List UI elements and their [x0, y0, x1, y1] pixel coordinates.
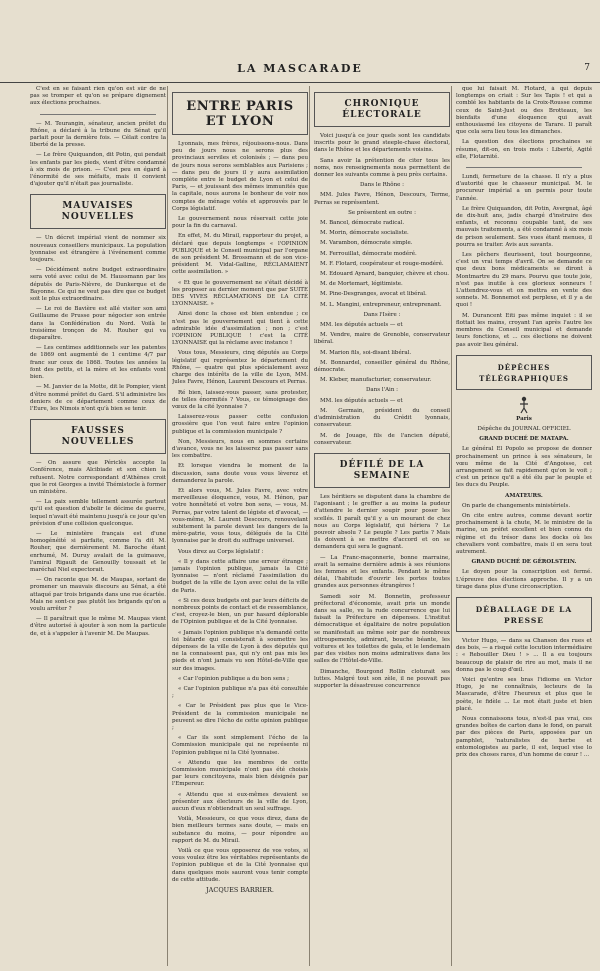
paragraph: « Il y dans cette affaire une erreur étrange ; jamais l'opinion publique, jamais la Cité lyonnaise — n'ont réclamé l'assimilation du budget de la ville de Lyon avec celui de la ville de Paris. — [172, 558, 308, 594]
paragraph: — Le roi de Bavière est allé visiter son ami Guillaume de Prusse pour négocier son entrée dans la Confédération du Nord. Voilà le troisième tronçon de M. Rouher qui va disparaître. — [30, 306, 166, 342]
page-number: 7 — [584, 63, 590, 73]
paragraph: Non, Messieurs, nous en sommes certains d'avance, vous ne les laisserez pas passer sans les combattre. — [172, 438, 308, 460]
paragraph: Vous tous, Messieurs, cinq députés au Corps législatif qui représentez le département du Rhône, — quatre qui plus spécialement avez charge des intérêts de la ville de Lyon, MM. Jules Favre, Hénon, Laurent Descours et Perras. — [172, 350, 308, 386]
paragraph: La question des élections prochaines se résume, dit-on, en trois mots : Liberté, Agité elle, Flotarnité. — [456, 139, 592, 160]
region-label: Dans le Rhône : — [360, 182, 404, 189]
paragraph: En effet, M. du Mirail, rapporteur du projet, a déclaré que depuis longtemps « l'OPINION PUBLIQUE et le Conseil municipal par l'organe de son président M. Brossmann et de son vice-président M. Vidal-Galline, RÉCLAMAIENT cette assimilation. » — [172, 233, 308, 276]
list-item: M. L. Mangini, entrepreneur, entreprenant. — [320, 301, 442, 308]
paragraph: Voici jusqu'à ce jour quels sont les candidats inscrits pour le grand steeple-chase électoral, dans le Rhône et les départements voisins. — [314, 133, 450, 154]
dateline: Paris — [516, 415, 532, 422]
paragraph: — On raconte que M. de Maupas, sortant de promener un mauvais discours au Sénat, a été attaqué par trois brigands dans une rue écartée. Mais ne sont-ce pas plutôt les brigands qu'on a voulu arrêter ? — [30, 577, 166, 612]
list-item: M. Marion fils, soi-disant libéral. — [320, 349, 412, 356]
list-item: Se présentent en outre : — [348, 209, 416, 216]
paragraph: « Attendu que les membres de cette Commission municipale n'ont pas été choisis par leurs concitoyens, mais bien désignés par l'Empereur. — [172, 759, 308, 788]
column-rule — [167, 86, 168, 966]
paragraph: Sans avoir la prétention de citer tous les noms, nos renseignements nous permettent de donner les suivants comme à peu près certains. — [314, 157, 450, 179]
paragraph: On cite entre autres, comme devant sortir prochainement à la chute, M. le ministre de la marine, un préfet excellent et bien connu du régime et du trésor dans les docks où les chevaliers vont combattre, mais il en sera tout autrement. — [456, 512, 592, 555]
list-item: M. Morin, démocrate socialiste. — [320, 230, 409, 237]
list-item: M. F. Flotard, coopérateur et rouge-modéré. — [320, 260, 444, 267]
list-item: MM. Jules Favre, Hénon, Descours, Terme, Perras se représentent. — [314, 192, 450, 206]
paragraph: Le général El Popolo se propose de donner prochainement un prince à ses sénateurs, le vœu même de la Cité d'Angoisse, cet arrangement se fait rapidement qu'on le voit ; c'est un prince qu'il a été élu par le peuple et les ducs du Peuple. — [456, 446, 592, 489]
paragraph: — Le frère Quiquandon, dit Potin, qui pendait les enfants par les pieds, vient d'être condamné à six mois de prison. — C'est peu en égard à l'énormité de ses méfaits, mais il convient d'ajouter qu'il n'était pas journaliste. — [30, 152, 166, 188]
paragraph: — Le ministère français est d'une homogénéité si parfaite, comme l'a dit M. Rouher, que dernièrement M. Baroche étant enrhumé, M. Duruy avalait de la guimauve, l'amiral Rigault de Genouilly toussait et le maréchal Niel expectorait. — [30, 530, 166, 573]
subheading: GRAND DUCHÉ DE GÉROLSTEIN. — [471, 559, 577, 566]
section-heading: MAUVAISES NOUVELLES — [30, 194, 166, 229]
column-1 — [30, 86, 166, 966]
paragraph: — M. Janvier de la Motte, dit le Pompier, vient d'être nommé préfet du Gard. S'il administre les deniers de ce département comme ceux de l'Eure, les Nimois n'ont qu'à bien se tenir. — [30, 384, 166, 412]
paragraph: Le frère Quiquandon, dit Potin, Avergnat, âgé de dix-huit ans, jadis chargé d'instruire des enfants, et reconnu coupable tant, de ses mauvais traitements, a été condamné à six mois de prison seulement. Ses vues étant menues, il pourra se traiter. Avis aux savants. — [456, 205, 592, 248]
paragraph: Dimanche, Bourgond Rollin cloturait ses luttes. Malgré tout son zèle, il ne pouvait pas supporter la désastreuse concurrence — [314, 668, 450, 689]
list-item: M. Pine-Desgranges, avocat et libéral. — [320, 291, 427, 298]
column-3 — [314, 86, 450, 966]
list-item: M. Varambon, démocrate simple. — [320, 240, 413, 247]
masthead — [0, 56, 600, 83]
list-item: M. Germain, président du conseil d'administration du Crédit lyonnais, conservateur. — [314, 407, 450, 429]
paragraph: Vous direz au Corps législatif : — [178, 548, 264, 555]
telegraph-figure-icon — [517, 396, 531, 414]
paragraph: M. Durancent Eiti pas même inquiet : il se flottait les mains, croyant l'an après l'autre les membres du Conseil municipal et demande leurs fonctions, et ... ces élections ne doivent pas avoir lieu général. — [456, 312, 592, 348]
paragraph: On parle de changements ministériels. — [462, 502, 571, 509]
list-item: M. de Mortemart, légitimiste. — [320, 281, 403, 288]
paragraph: « Car l'opinion publique n'a pas été consultée ; — [172, 686, 308, 700]
subheading: GRAND DUCHÉ DE MATAPA. — [479, 436, 569, 443]
paragraph: Et alors vous, M. Jules Favre, avec votre merveilleuse éloquence, vous, M. Hénon, par votre honnêteté et votre bon sens, — vous, M. Perras, par votre talent de légiste et d'avocat, — vous-même, M. Laurent Descours, renouvelant subitement la parole devant les dangers de la mère-patrie, vous tous, délégués de la Cité lyonnaise par le droit du suffrage universel. — [172, 487, 308, 545]
list-item: M. Bancel, démocrate radical. — [320, 220, 405, 227]
section-heading: FAUSSES NOUVELLES — [30, 419, 166, 454]
paragraph: — Il paraîtrait que le même M. Maupas vient d'être autorisé à ajouter à son nom la particule de, et à s'appeler à l'avenir M. De Maupas. — [30, 616, 166, 637]
masthead-title: LA MASCARADE — [237, 62, 363, 75]
divider — [40, 114, 156, 115]
paragraph: Nous connaissons tous, n'est-il pas vrai, ces grandes boîtes de carton dans le fond, on parait par des pièces de Paris, apposées par un pamphlet, 'naturalistes de herbe et entomologistes au parle, il est, lequel vise lo prix des choses rares, d'un homme de cœur ! ... — [456, 716, 592, 759]
paragraph: — Un décret impérial vient de nommer six nouveaux conseillers municipaux. La population lyonnaise est étrangère à l'événement comme toujours. — [30, 235, 166, 264]
list-item: MM. les députés actuels — et — [320, 397, 403, 404]
paragraph: « Jamais l'opinion publique n'a demandé cette loi bâtarde qui consisterait à soumettre les dépenses de la ville de Lyon à des députés qui ne la connaissent pas, qui n'y ont pas mis les pieds et n'ont jamais vu son Hôtel-de-Ville que sur des images. — [172, 629, 308, 672]
paragraph: Les héritiers se disputent dans la chambre de l'agonisant ; le greffier a au moins la pudeur d'attendre le dernier soupir pour poser les scellés. Il paraît qu'il y a un mourant de chez nous au Corps législatif, qui hériera ? Le pouvoir absolu ? Le peuple ? Les partis ? Mais ils doivent à se mettre d'accord et on se demandera qui sera le gagnant. — [314, 493, 450, 551]
list-item: MM. les députés actuels — et — [320, 322, 403, 329]
article-heading: ENTRE PARIS ET LYON — [172, 92, 308, 135]
paragraph: Voilà ce que vous opposerez de vos votes, si vous voulez être les véritables représentants de l'opinion publique et de la Cité lyonnaise qui dans quelques mois sauront vous tenir compte de cette attitude. — [172, 848, 308, 883]
paragraph: — On assure que Périclès accepte la Conférence, mais Alcibiade et son chien la refusent. Notre correspondant d'Athènes croit que le roi Georges a invité Thémistocle à former un ministère. — [30, 460, 166, 495]
paragraph: Le gouvernement nous réservait cette joie pour la fin du carnaval. — [172, 216, 308, 230]
paragraph: Voici qu'entre ses bras l'idiome en Victor Hugo, je ne connaîtrais, lecteurs de la Mascarade, d'être l'heureux et plus que le poète, le fidèle ... Le mot était juste et bien placé. — [456, 676, 592, 712]
region-label: Dans l'Ain : — [366, 387, 398, 394]
dateline-sub: Dépêche du JOURNAL OFFICIEL — [477, 425, 571, 432]
column-2 — [172, 86, 308, 966]
paragraph: que lui faisait M. Flotard, à qui depuis longtemps on criait : Sur les Tapis ! et qui a comblé les habitants de la Croix-Rousse comme ceux de Saint-Just ou des Brotteaux, les bienfaits d'une éloquence qui avait enthousiasmé les citoyens de Tarare. Il paraît que cela sera lieu tous les dimanches. — [456, 86, 592, 136]
list-item: M. Edouard Aynard, banquier, chèvre et chou. — [320, 271, 450, 278]
paragraph: Voilà, Messieurs, ce que vous direz, dans de bien meilleurs termes sans doute, — mais en substance du moins, — pour répondre au rapport de M. du Mirail. — [172, 816, 308, 844]
paragraph: « Si ces deux budgets ont par leurs déficits de nombreux points de contact et de ressemblance, c'est, croyez-le bien, un pur hasard déplorable de l'Opinion publique et de la Cité lyonnaise. — [172, 597, 308, 626]
section-heading: DÉBALLAGE DE LA PRESSE — [456, 597, 592, 632]
column-4 — [456, 86, 592, 966]
paragraph: Laisserez-vous passer cette confusion grossière que l'on veut faire entre l'opinion publique et la commission municipale ? — [172, 414, 308, 435]
paragraph: « Et que le gouvernement ne s'était décidé à les proposer au dernier moment que par SUITE DES VIVES RÉCLAMATIONS DE LA CITÉ LYONNAISE. » — [172, 279, 308, 308]
paragraph: Ainsi donc la chose est bien entendue ; ce n'est pas le gouvernement qui tient à cette admirable idée d'assimilation ; non ; c'est l'OPINION PUBLIQUE ! c'est la CITÉ LYONNAISE qui la réclame avec instance ! — [172, 311, 308, 347]
section-heading: DÉPÊCHES TÉLÉGRAPHIQUES — [456, 355, 592, 390]
paragraph: « Attendu que si eux-mêmes devaient se présenter aux électeurs de la ville de Lyon, aucun d'eux n'obtiendrait un seul suffrage. — [172, 791, 308, 813]
subheading: AMATEURS. — [505, 492, 543, 499]
paragraph: — M. Teurangin, sénateur, ancien préfet du Rhône, a déclaré à la tribune du Sénat qu'il parlait pour la dernière fois. — Célait contre la liberté de la presse. — [30, 120, 166, 149]
paragraph: « Car l'opinion publique a du bon sens ; — [178, 675, 289, 682]
article-heading: CHRONIQUE ÉLECTORALE — [314, 92, 450, 127]
paragraph: — La paix semble tellement assurée partout qu'il est question d'abolir le décime de guerre, lequel n'avait été maintenu jusqu'à ce jour qu'en prévision d'une collision quelconque. — [30, 499, 166, 527]
paragraph: Ré bien, laissez-vous passer, sans protester, de telles énormités ? Vous, ce témoignage des vœux de la cité lyonnaise ? — [172, 389, 308, 410]
paragraph: Et lorsque viendra le moment de la discussion, sans doute vous vous lèverez et demanderez la parole. — [172, 463, 308, 484]
list-item: M. Vendre, maire de Grenoble, conservateur libéral. — [314, 332, 450, 346]
list-item: M. Kleber, manufacturier, conservateur. — [320, 377, 432, 384]
paragraph: Samedi soir M. Bonnetin, professeur préfectoral d'économie, avait pris un monde dans sa salle, vu la rude concurrence que lui faisait la Préfecture en dépenses. L'institut démocratique et égalitaire de notre population se manifestait au même soir par de nombreux attroupements, admirant, bouche béante, les voitures et les toilettes de gala, et le lendemain par des visites non moins admiratives dans les salles de l'Hôtel-de-Ville. — [314, 593, 450, 665]
list-item: M. Bonnardel, conseiller général du Rhône, démocrate. — [314, 359, 450, 374]
paragraph: Lundi, fermeture de la chasse. Il n'y a plus d'autorité que le chasseur municipal. M. le procureur impérial a un permis pour toute l'année. — [456, 174, 592, 202]
paragraph: — Les centimes additionnels sur les patentes de 1869 ont augmenté de 1 centime 4/7 par franc sur ceux de 1868. Toutes les années la font des petits, et la mère et les enfants vont bien. — [30, 345, 166, 381]
list-item: M. de Jouage, fils de l'ancien député, conservateur. — [314, 432, 450, 446]
paragraph: Victor Hugo, — dans sa Chanson des rues et des bois, — a risqué cette locution intermédiaire : « Rebouiller Dieu ! » ... Il a eu toujours beaucoup de plaisir de rire au mot, mais il ne donna pas le coup d'œil. — [456, 637, 592, 673]
paragraph: C'est en se faisant rien qu'on est sûr de ne pas se tromper et qu'on se prépare dignement aux élections prochaines. — [30, 86, 166, 107]
paragraph: « Car ils sont simplement l'écho de la Commission municipale qui ne représente ni l'opinion publique ni la Cité lyonnaise. — [172, 735, 308, 756]
paragraph: — La Franc-maçonnerie, bonne marraine, avait la semaine dernière admis à ses réunions les femmes et les enfants. Pendant le même délai, l'habitude d'ouvrir les portes toutes grandes aux personnes étrangères ! — [314, 554, 450, 590]
column-rule — [451, 86, 452, 966]
paragraph: Lyonnais, mes frères, réjouissons-nous. Dans peu de jours nous ne serons plus des provinciaux serviles et colonisés ; — dans peu de jours nous serons semblables aux Parisiens ; — dans peu de jours il y aura assimilation complète entre le budget de Lyon et celui de Paris, — et jouissant des mêmes immunités que la capitale, nous aurons le bonheur de voir nos comptes de ménage votés et approuvés par le Corps législatif. — [172, 141, 308, 212]
section-heading: DÉFILÉ DE LA SEMAINE — [314, 453, 450, 488]
divider — [466, 167, 582, 168]
signature: JACQUES BARRIER. — [206, 886, 274, 895]
list-item: M. Ferrouillat, démocrate modéré. — [320, 250, 417, 257]
paragraph: Le doyen pour la conscription est fermé. L'épreuve des élections approche. Il y a un tirage dans plus d'une circonscription. — [456, 569, 592, 590]
paragraph: Les pêchers fleurissent, tout bourgeonne, c'est un vrai temps d'avril. On se demande ce que deux bons médicaments se diront à Montmartre du 29 mars. Pourvu que toute joie, n'est pas inutile à ces glorieux sonneurs ! L'attendrez-vous et on mettra en vente des sonnets. M. Bonnemot est perplexe, et il y a de quoi ! — [456, 252, 592, 309]
region-label: Dans l'Isère : — [363, 311, 401, 318]
paragraph: « Car le Président pas plus que le Vice-Président de la commission municipale ne peuvent se dire l'écho de cette opinion publique ; — [172, 703, 308, 732]
column-rule — [309, 86, 310, 966]
paragraph: — Décidément notre budget extraordinaire sera voté avec celui de M. Haussmann par les députés de Paris-Nièvre, de Dunkerque et de Bayonne. Ce qui ne veut pas dire que ce budget soit le plus extraordinaire. — [30, 267, 166, 303]
